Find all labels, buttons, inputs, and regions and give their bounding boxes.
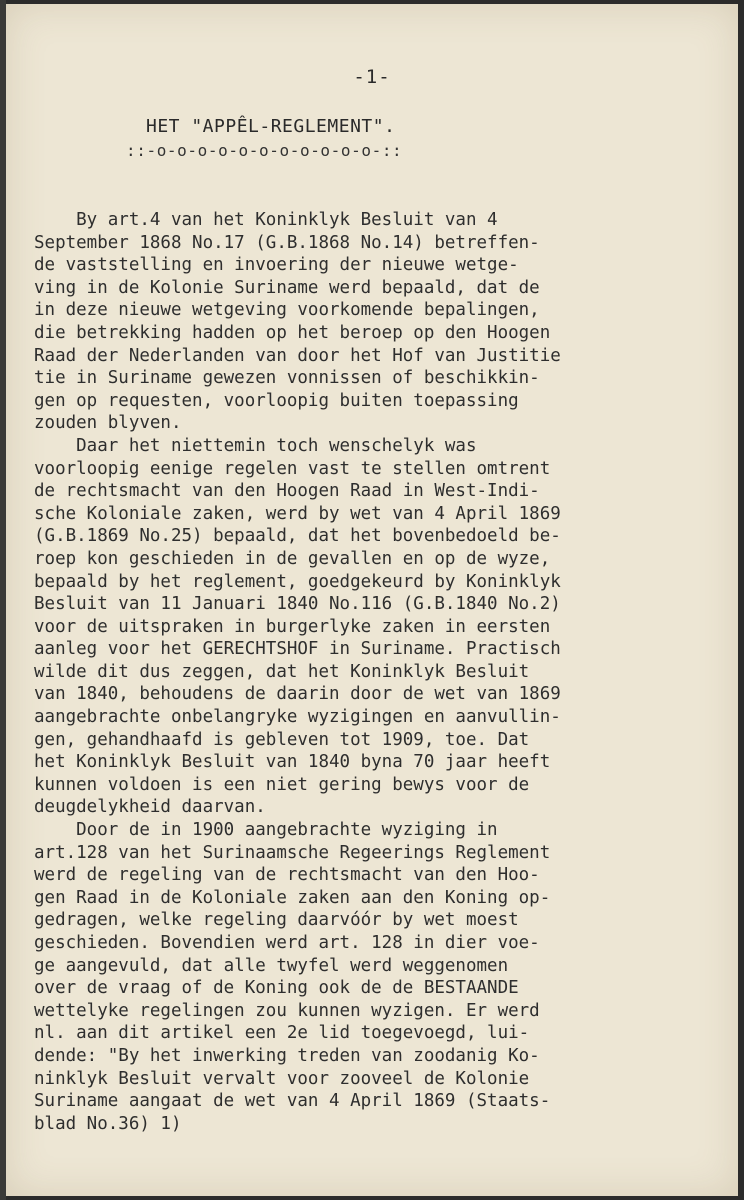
body-line: gen, gehandhaafd is gebleven tot 1909, toe. Dat	[34, 729, 530, 750]
body-line: Door de in 1900 aangebrachte wyziging in	[34, 820, 498, 841]
body-line: bepaald by het reglement, goedgekeurd by Koninklyk	[34, 571, 561, 592]
body-line: gen op requesten, voorloopig buiten toepassing	[34, 390, 519, 411]
body-line: aangebrachte onbelangryke wyzigingen en aanvullin-	[34, 707, 561, 728]
body-line: gedragen, welke regeling daarvóór by wet moest	[34, 910, 519, 931]
body-line: wettelyke regelingen zou kunnen wyzigen. Er werd	[34, 1000, 540, 1021]
body-line: werd de regeling van de rechtsmacht van den Hoo-	[34, 865, 540, 886]
body-line: de vaststelling en invoering der nieuwe wetge-	[34, 255, 519, 276]
body-line: van 1840, behoudens de daarin door de wet van 1869	[34, 684, 561, 705]
document-title: HET "APPÊL-REGLEMENT".	[146, 116, 396, 137]
body-line: tie in Suriname gewezen vonnissen of beschikkin-	[34, 368, 540, 389]
body-line: het Koninklyk Besluit van 1840 byna 70 jaar heeft	[34, 752, 551, 773]
body-line: September 1868 No.17 (G.B.1868 No.14) betreffen-	[34, 232, 540, 253]
body-line: Daar het niettemin toch wenschelyk was	[34, 435, 477, 456]
body-line: wilde dit dus zeggen, dat het Koninklyk Besluit	[34, 661, 530, 682]
body-line: gen Raad in de Koloniale zaken aan den Koning op-	[34, 887, 551, 908]
body-line: Raad der Nederlanden van door het Hof van Justitie	[34, 345, 561, 366]
body-line: nl. aan dit artikel een 2e lid toegevoegd, lui-	[34, 1023, 530, 1044]
body-line: die betrekking hadden op het beroep op den Hoogen	[34, 322, 551, 343]
body-line: de rechtsmacht van den Hoogen Raad in West-Indi-	[34, 481, 540, 502]
body-line: art.128 van het Surinaamsche Regeerings Reglement	[34, 842, 551, 863]
body-line: ving in de Kolonie Suriname werd bepaald, dat de	[34, 277, 540, 298]
body-line: deugdelykheid daarvan.	[34, 797, 266, 818]
page-number: -1-	[353, 66, 391, 88]
body-line: ninklyk Besluit vervalt voor zooveel de Kolonie	[34, 1068, 530, 1089]
body-line: over de vraag of de Koning ook de de BESTAANDE	[34, 978, 519, 999]
document-page	[6, 4, 738, 1196]
title-ornament: ::-o-o-o-o-o-o-o-o-o-o-o-::	[126, 141, 403, 160]
body-text	[34, 209, 724, 1135]
body-line: kunnen voldoen is een niet gering bewys voor de	[34, 774, 530, 795]
body-line: geschieden. Bovendien werd art. 128 in dier voe-	[34, 933, 540, 953]
body-line: Suriname aangaat de wet van 4 April 1869 (Staats-	[34, 1091, 551, 1112]
body-line: zouden blyven.	[34, 413, 182, 434]
body-line: ge aangevuld, dat alle twyfel werd weggenomen	[34, 955, 509, 976]
body-line: roep kon geschieden in de gevallen en op de wyze,	[34, 548, 551, 569]
body-line: Besluit van 11 Januari 1840 No.116 (G.B.1840 No.2)	[34, 594, 561, 615]
body-line: By art.4 van het Koninklyk Besluit van 4	[34, 210, 498, 230]
body-line: voor de uitspraken in burgerlyke zaken in eersten	[34, 616, 551, 637]
body-line: blad No.36) 1)	[34, 1113, 182, 1134]
body-line: in deze nieuwe wetgeving voorkomende bepalingen,	[34, 300, 540, 321]
body-line: dende: "By het inwerking treden van zoodanig Ko-	[34, 1045, 540, 1066]
body-line: aanleg voor het GERECHTSHOF in Suriname. Practisch	[34, 639, 561, 660]
body-line: (G.B.1869 No.25) bepaald, dat het bovenbedoeld be-	[34, 526, 561, 547]
body-line: sche Koloniale zaken, werd by wet van 4 April 1869	[34, 503, 561, 524]
body-line: voorloopig eenige regelen vast te stellen omtrent	[34, 458, 551, 479]
